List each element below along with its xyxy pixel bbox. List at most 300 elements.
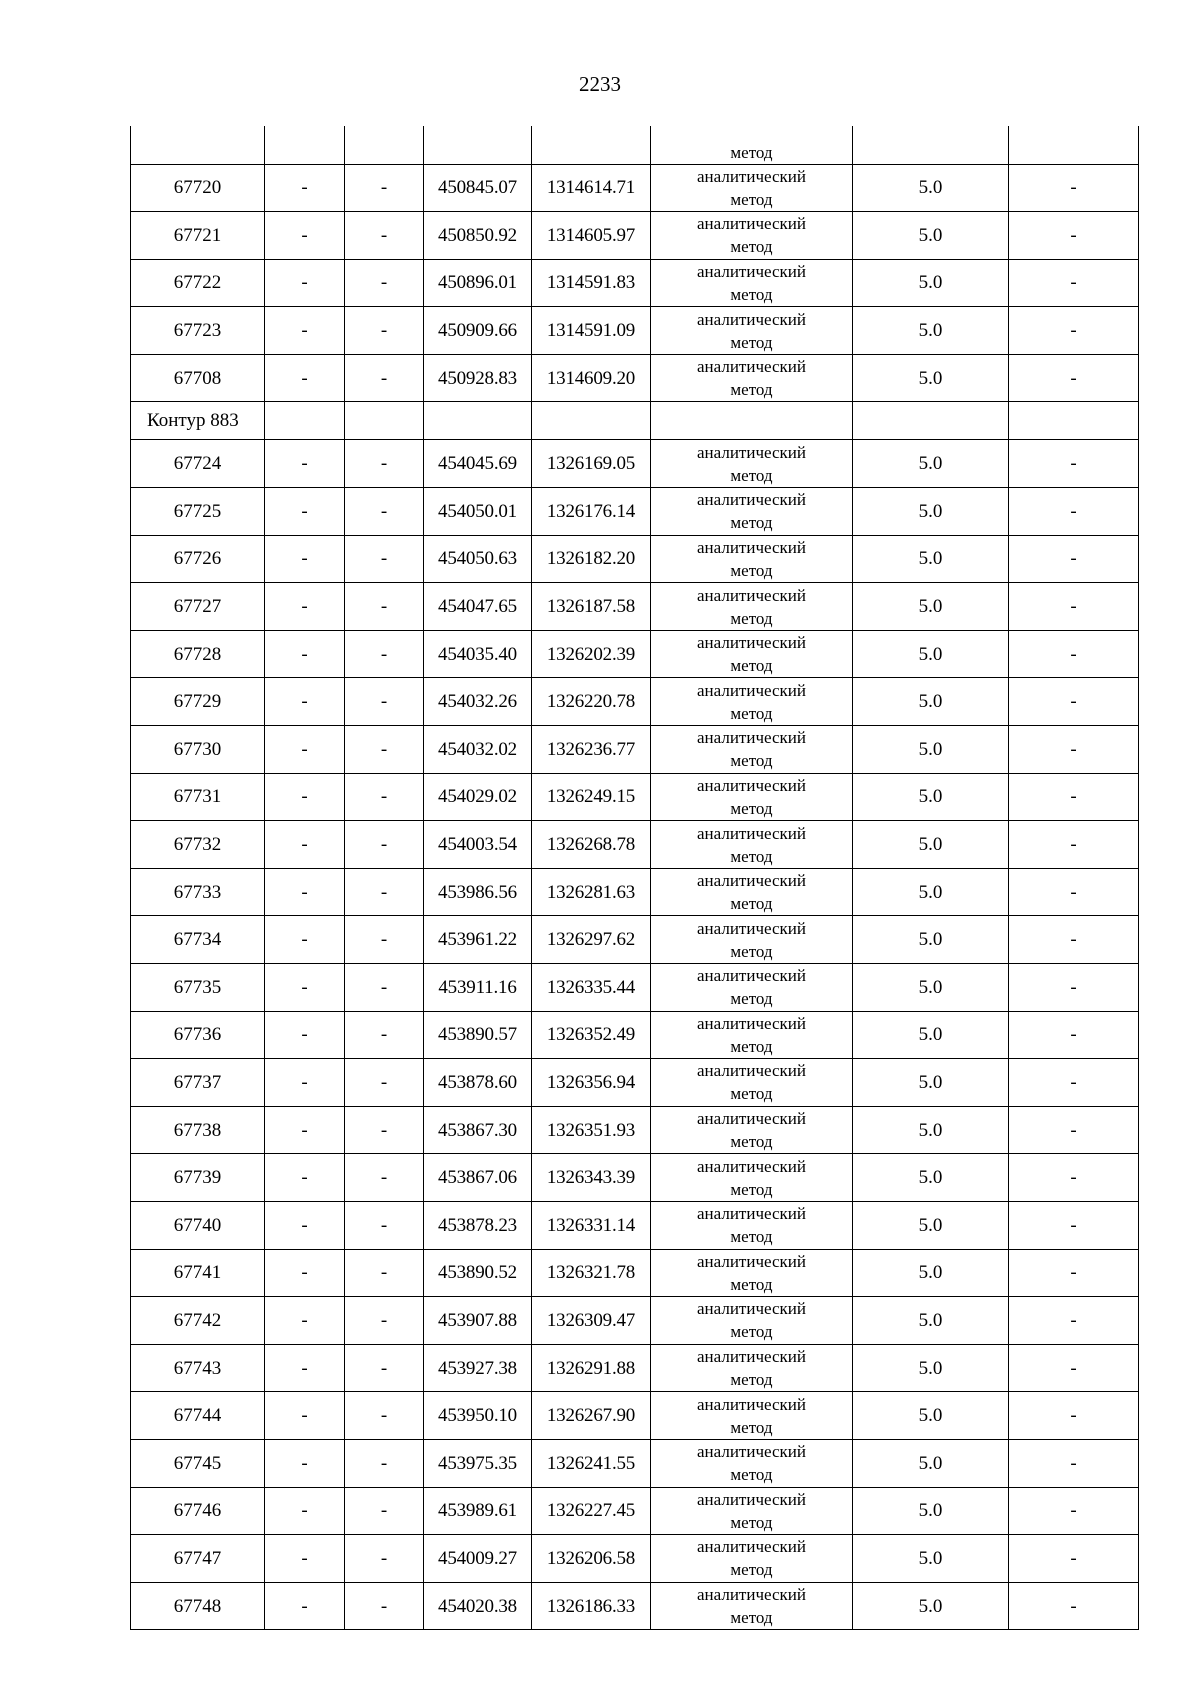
x-coordinate-cell: 453989.61 xyxy=(424,1487,532,1535)
last-cell: - xyxy=(1009,354,1139,402)
method-text: метод xyxy=(730,703,773,723)
last-cell: - xyxy=(1009,678,1139,726)
method-text: аналитический xyxy=(697,633,806,653)
x-coordinate-cell: 450909.66 xyxy=(424,307,532,355)
point-id-cell: 67720 xyxy=(131,164,265,212)
dash-cell: - xyxy=(265,307,345,355)
y-coordinate-cell: 1326268.78 xyxy=(532,821,651,869)
accuracy-cell: 5.0 xyxy=(853,535,1009,583)
dash-cell: - xyxy=(265,1582,345,1630)
y-coordinate-cell: 1326220.78 xyxy=(532,678,651,726)
last-cell: - xyxy=(1009,1344,1139,1392)
method-text: метод xyxy=(730,560,773,580)
point-id-cell: 67741 xyxy=(131,1249,265,1297)
point-id-cell: 67738 xyxy=(131,1106,265,1154)
method-cell xyxy=(651,1487,853,1535)
x-coordinate-cell: 450845.07 xyxy=(424,164,532,212)
table-row xyxy=(131,212,1139,260)
dash-cell: - xyxy=(345,1582,424,1630)
accuracy-cell: 5.0 xyxy=(853,773,1009,821)
point-id-cell: 67728 xyxy=(131,630,265,678)
table-row xyxy=(131,583,1139,631)
method-cell xyxy=(651,1249,853,1297)
method-text: метод xyxy=(730,332,773,352)
point-id-cell: 67734 xyxy=(131,916,265,964)
method-cell xyxy=(651,307,853,355)
dash-cell: - xyxy=(265,1344,345,1392)
y-coordinate-cell: 1314609.20 xyxy=(532,354,651,402)
continuation-row xyxy=(131,126,1139,164)
point-id-cell: 67742 xyxy=(131,1297,265,1345)
point-id-cell: 67743 xyxy=(131,1344,265,1392)
method-cell xyxy=(651,821,853,869)
accuracy-cell: 5.0 xyxy=(853,1392,1009,1440)
dash-cell: - xyxy=(265,1011,345,1059)
table-row xyxy=(131,964,1139,1012)
accuracy-cell: 5.0 xyxy=(853,1344,1009,1392)
method-text: метод xyxy=(730,1084,773,1104)
coordinates-table xyxy=(130,126,1139,1630)
method-text: метод xyxy=(730,941,773,961)
dash-cell: - xyxy=(345,1392,424,1440)
last-cell: - xyxy=(1009,440,1139,488)
y-coordinate-cell: 1326351.93 xyxy=(532,1106,651,1154)
table-row xyxy=(131,440,1139,488)
dash-cell: - xyxy=(265,488,345,536)
page-number: 2233 xyxy=(579,72,621,96)
dash-cell: - xyxy=(265,1201,345,1249)
point-id-cell: 67733 xyxy=(131,868,265,916)
method-text: метод xyxy=(730,1132,773,1152)
method-cell xyxy=(651,630,853,678)
last-cell: - xyxy=(1009,535,1139,583)
y-coordinate-cell: 1326356.94 xyxy=(532,1059,651,1107)
x-coordinate-cell: 450896.01 xyxy=(424,259,532,307)
last-cell: - xyxy=(1009,1582,1139,1630)
dash-cell: - xyxy=(265,583,345,631)
table-row xyxy=(131,916,1139,964)
table-cell xyxy=(532,126,651,164)
point-id-cell: 67724 xyxy=(131,440,265,488)
accuracy-cell: 5.0 xyxy=(853,1582,1009,1630)
table-row xyxy=(131,1344,1139,1392)
method-text: аналитический xyxy=(697,442,806,462)
table-row xyxy=(131,1154,1139,1202)
method-text: аналитический xyxy=(697,537,806,557)
method-text: аналитический xyxy=(697,1489,806,1509)
point-id-cell: 67739 xyxy=(131,1154,265,1202)
method-cell xyxy=(651,1582,853,1630)
method-cell xyxy=(651,488,853,536)
table-row xyxy=(131,354,1139,402)
x-coordinate-cell: 454032.26 xyxy=(424,678,532,726)
last-cell: - xyxy=(1009,868,1139,916)
dash-cell: - xyxy=(265,630,345,678)
accuracy-cell: 5.0 xyxy=(853,1439,1009,1487)
dash-cell: - xyxy=(265,354,345,402)
x-coordinate-cell: 453927.38 xyxy=(424,1344,532,1392)
y-coordinate-cell: 1326202.39 xyxy=(532,630,651,678)
accuracy-cell: 5.0 xyxy=(853,1154,1009,1202)
method-text: метод xyxy=(730,894,773,914)
method-text: метод xyxy=(730,513,773,533)
method-text: аналитический xyxy=(697,1204,806,1224)
method-text: аналитический xyxy=(697,728,806,748)
table-row xyxy=(131,1297,1139,1345)
dash-cell: - xyxy=(265,1059,345,1107)
accuracy-cell: 5.0 xyxy=(853,916,1009,964)
x-coordinate-cell: 454050.01 xyxy=(424,488,532,536)
dash-cell: - xyxy=(345,678,424,726)
x-coordinate-cell: 454047.65 xyxy=(424,583,532,631)
accuracy-cell: 5.0 xyxy=(853,868,1009,916)
x-coordinate-cell: 454003.54 xyxy=(424,821,532,869)
method-cell xyxy=(651,535,853,583)
method-text: аналитический xyxy=(697,585,806,605)
accuracy-cell: 5.0 xyxy=(853,630,1009,678)
table-cell xyxy=(424,402,532,440)
table-row xyxy=(131,821,1139,869)
method-cell xyxy=(651,1392,853,1440)
dash-cell: - xyxy=(265,1535,345,1583)
last-cell: - xyxy=(1009,488,1139,536)
x-coordinate-cell: 454020.38 xyxy=(424,1582,532,1630)
y-coordinate-cell: 1326187.58 xyxy=(532,583,651,631)
method-cell xyxy=(651,916,853,964)
accuracy-cell: 5.0 xyxy=(853,678,1009,726)
dash-cell: - xyxy=(345,1011,424,1059)
x-coordinate-cell: 454029.02 xyxy=(424,773,532,821)
method-text: метод xyxy=(730,1322,773,1342)
point-id-cell: 67726 xyxy=(131,535,265,583)
point-id-cell: 67748 xyxy=(131,1582,265,1630)
last-cell: - xyxy=(1009,630,1139,678)
point-id-cell: 67735 xyxy=(131,964,265,1012)
table-row xyxy=(131,535,1139,583)
accuracy-cell: 5.0 xyxy=(853,1059,1009,1107)
dash-cell: - xyxy=(345,488,424,536)
accuracy-cell: 5.0 xyxy=(853,1201,1009,1249)
x-coordinate-cell: 454045.69 xyxy=(424,440,532,488)
y-coordinate-cell: 1326331.14 xyxy=(532,1201,651,1249)
method-text: метод xyxy=(730,284,773,304)
x-coordinate-cell: 454032.02 xyxy=(424,726,532,774)
y-coordinate-cell: 1314614.71 xyxy=(532,164,651,212)
table-cell xyxy=(345,402,424,440)
table-cell xyxy=(1009,402,1139,440)
table-row xyxy=(131,773,1139,821)
method-text: метод xyxy=(730,989,773,1009)
dash-cell: - xyxy=(345,1059,424,1107)
method-text: метод xyxy=(730,751,773,771)
method-text: метод xyxy=(730,142,773,162)
method-text: аналитический xyxy=(697,1347,806,1367)
method-text: метод xyxy=(730,1560,773,1580)
last-cell: - xyxy=(1009,773,1139,821)
x-coordinate-cell: 453950.10 xyxy=(424,1392,532,1440)
table-cell xyxy=(131,126,265,164)
y-coordinate-cell: 1326352.49 xyxy=(532,1011,651,1059)
point-id-cell: 67727 xyxy=(131,583,265,631)
dash-cell: - xyxy=(345,1201,424,1249)
method-text: метод xyxy=(730,1465,773,1485)
method-text: аналитический xyxy=(697,1394,806,1414)
method-text: аналитический xyxy=(697,309,806,329)
table-row xyxy=(131,678,1139,726)
point-id-cell: 67721 xyxy=(131,212,265,260)
method-text: метод xyxy=(730,1370,773,1390)
table-cell xyxy=(265,402,345,440)
y-coordinate-cell: 1314591.83 xyxy=(532,259,651,307)
dash-cell: - xyxy=(265,212,345,260)
x-coordinate-cell: 453907.88 xyxy=(424,1297,532,1345)
dash-cell: - xyxy=(345,821,424,869)
accuracy-cell: 5.0 xyxy=(853,821,1009,869)
dash-cell: - xyxy=(345,1297,424,1345)
table-row xyxy=(131,868,1139,916)
table-row xyxy=(131,1582,1139,1630)
method-text: аналитический xyxy=(697,680,806,700)
x-coordinate-cell: 453890.52 xyxy=(424,1249,532,1297)
method-text: метод xyxy=(730,1036,773,1056)
method-text: метод xyxy=(730,1179,773,1199)
method-cell xyxy=(651,1059,853,1107)
dash-cell: - xyxy=(265,964,345,1012)
method-text: метод xyxy=(730,1227,773,1247)
dash-cell: - xyxy=(345,354,424,402)
method-cell xyxy=(651,1011,853,1059)
dash-cell: - xyxy=(265,259,345,307)
table-cell xyxy=(853,402,1009,440)
x-coordinate-cell: 454009.27 xyxy=(424,1535,532,1583)
dash-cell: - xyxy=(345,440,424,488)
last-cell: - xyxy=(1009,916,1139,964)
table-cell xyxy=(265,126,345,164)
table-row xyxy=(131,1201,1139,1249)
dash-cell: - xyxy=(345,259,424,307)
method-cell xyxy=(651,164,853,212)
method-cell xyxy=(651,1106,853,1154)
method-cell xyxy=(651,1201,853,1249)
x-coordinate-cell: 453867.06 xyxy=(424,1154,532,1202)
table-cell xyxy=(424,126,532,164)
method-text: метод xyxy=(730,189,773,209)
last-cell: - xyxy=(1009,1201,1139,1249)
x-coordinate-cell: 453961.22 xyxy=(424,916,532,964)
dash-cell: - xyxy=(265,1106,345,1154)
method-text: метод xyxy=(730,1274,773,1294)
method-cell xyxy=(651,354,853,402)
point-id-cell: 67736 xyxy=(131,1011,265,1059)
last-cell: - xyxy=(1009,1154,1139,1202)
method-cell xyxy=(651,212,853,260)
accuracy-cell: 5.0 xyxy=(853,1487,1009,1535)
dash-cell: - xyxy=(345,1154,424,1202)
method-text: метод xyxy=(730,608,773,628)
table-cell xyxy=(532,402,651,440)
dash-cell: - xyxy=(265,678,345,726)
x-coordinate-cell: 453986.56 xyxy=(424,868,532,916)
last-cell: - xyxy=(1009,1059,1139,1107)
accuracy-cell: 5.0 xyxy=(853,212,1009,260)
y-coordinate-cell: 1326236.77 xyxy=(532,726,651,774)
method-cell xyxy=(651,1344,853,1392)
x-coordinate-cell: 453890.57 xyxy=(424,1011,532,1059)
method-text: метод xyxy=(730,1608,773,1628)
dash-cell: - xyxy=(265,1439,345,1487)
method-text: аналитический xyxy=(697,1585,806,1605)
method-cell xyxy=(651,1297,853,1345)
last-cell: - xyxy=(1009,1535,1139,1583)
dash-cell: - xyxy=(345,1344,424,1392)
point-id-cell: 67745 xyxy=(131,1439,265,1487)
method-text: аналитический xyxy=(697,490,806,510)
last-cell: - xyxy=(1009,1439,1139,1487)
section-label: Контур 883 xyxy=(131,402,265,440)
y-coordinate-cell: 1326186.33 xyxy=(532,1582,651,1630)
method-cell xyxy=(651,868,853,916)
dash-cell: - xyxy=(345,964,424,1012)
dash-cell: - xyxy=(265,773,345,821)
dash-cell: - xyxy=(345,868,424,916)
method-text: аналитический xyxy=(697,823,806,843)
last-cell: - xyxy=(1009,964,1139,1012)
dash-cell: - xyxy=(265,821,345,869)
accuracy-cell: 5.0 xyxy=(853,583,1009,631)
last-cell: - xyxy=(1009,307,1139,355)
y-coordinate-cell: 1326241.55 xyxy=(532,1439,651,1487)
point-id-cell: 67737 xyxy=(131,1059,265,1107)
method-cell xyxy=(651,1535,853,1583)
method-text: метод xyxy=(730,1512,773,1532)
method-text: метод xyxy=(730,846,773,866)
method-text: аналитический xyxy=(697,261,806,281)
x-coordinate-cell: 453975.35 xyxy=(424,1439,532,1487)
last-cell: - xyxy=(1009,1487,1139,1535)
method-cell xyxy=(651,678,853,726)
method-text: аналитический xyxy=(697,1251,806,1271)
dash-cell: - xyxy=(345,307,424,355)
dash-cell: - xyxy=(345,212,424,260)
y-coordinate-cell: 1326249.15 xyxy=(532,773,651,821)
method-cell xyxy=(651,726,853,774)
accuracy-cell: 5.0 xyxy=(853,307,1009,355)
dash-cell: - xyxy=(345,630,424,678)
dash-cell: - xyxy=(265,1392,345,1440)
point-id-cell: 67725 xyxy=(131,488,265,536)
dash-cell: - xyxy=(345,1535,424,1583)
x-coordinate-cell: 454035.40 xyxy=(424,630,532,678)
method-text: аналитический xyxy=(697,214,806,234)
last-cell: - xyxy=(1009,821,1139,869)
dash-cell: - xyxy=(345,1487,424,1535)
method-text: аналитический xyxy=(697,1299,806,1319)
y-coordinate-cell: 1326291.88 xyxy=(532,1344,651,1392)
table-row xyxy=(131,164,1139,212)
dash-cell: - xyxy=(265,164,345,212)
point-id-cell: 67740 xyxy=(131,1201,265,1249)
last-cell: - xyxy=(1009,1011,1139,1059)
y-coordinate-cell: 1326309.47 xyxy=(532,1297,651,1345)
y-coordinate-cell: 1326335.44 xyxy=(532,964,651,1012)
y-coordinate-cell: 1314605.97 xyxy=(532,212,651,260)
dash-cell: - xyxy=(345,164,424,212)
last-cell: - xyxy=(1009,726,1139,774)
x-coordinate-cell: 453867.30 xyxy=(424,1106,532,1154)
accuracy-cell: 5.0 xyxy=(853,1297,1009,1345)
method-text: аналитический xyxy=(697,1109,806,1129)
dash-cell: - xyxy=(265,726,345,774)
method-text: метод xyxy=(730,237,773,257)
dash-cell: - xyxy=(265,1487,345,1535)
table-row xyxy=(131,1535,1139,1583)
point-id-cell: 67732 xyxy=(131,821,265,869)
x-coordinate-cell: 453911.16 xyxy=(424,964,532,1012)
accuracy-cell: 5.0 xyxy=(853,259,1009,307)
method-text: аналитический xyxy=(697,1537,806,1557)
last-cell: - xyxy=(1009,259,1139,307)
table-cell xyxy=(345,126,424,164)
table-row xyxy=(131,1487,1139,1535)
table-row xyxy=(131,1106,1139,1154)
table-row xyxy=(131,1249,1139,1297)
table-cell xyxy=(1009,126,1139,164)
table-row xyxy=(131,259,1139,307)
y-coordinate-cell: 1326267.90 xyxy=(532,1392,651,1440)
y-coordinate-cell: 1326321.78 xyxy=(532,1249,651,1297)
method-text: аналитический xyxy=(697,1013,806,1033)
dash-cell: - xyxy=(265,1249,345,1297)
method-cell xyxy=(651,583,853,631)
method-cell xyxy=(651,440,853,488)
y-coordinate-cell: 1314591.09 xyxy=(532,307,651,355)
point-id-cell: 67747 xyxy=(131,1535,265,1583)
dash-cell: - xyxy=(345,1249,424,1297)
table-row xyxy=(131,307,1139,355)
method-cell xyxy=(651,964,853,1012)
dash-cell: - xyxy=(265,868,345,916)
table-row xyxy=(131,1059,1139,1107)
point-id-cell: 67731 xyxy=(131,773,265,821)
dash-cell: - xyxy=(265,535,345,583)
method-text: аналитический xyxy=(697,775,806,795)
method-text: метод xyxy=(730,798,773,818)
method-text: аналитический xyxy=(697,1061,806,1081)
accuracy-cell: 5.0 xyxy=(853,1535,1009,1583)
method-cell xyxy=(651,773,853,821)
method-text: аналитический xyxy=(697,966,806,986)
last-cell: - xyxy=(1009,1392,1139,1440)
dash-cell: - xyxy=(265,916,345,964)
point-id-cell: 67723 xyxy=(131,307,265,355)
table-row xyxy=(131,1011,1139,1059)
dash-cell: - xyxy=(345,1439,424,1487)
accuracy-cell: 5.0 xyxy=(853,488,1009,536)
table-cell xyxy=(651,402,853,440)
accuracy-cell: 5.0 xyxy=(853,440,1009,488)
point-id-cell: 67722 xyxy=(131,259,265,307)
accuracy-cell: 5.0 xyxy=(853,726,1009,774)
table-row xyxy=(131,726,1139,774)
table-row xyxy=(131,1392,1139,1440)
last-cell: - xyxy=(1009,1297,1139,1345)
method-text: аналитический xyxy=(697,166,806,186)
x-coordinate-cell: 450928.83 xyxy=(424,354,532,402)
x-coordinate-cell: 453878.60 xyxy=(424,1059,532,1107)
accuracy-cell: 5.0 xyxy=(853,1249,1009,1297)
point-id-cell: 67729 xyxy=(131,678,265,726)
dash-cell: - xyxy=(345,1106,424,1154)
